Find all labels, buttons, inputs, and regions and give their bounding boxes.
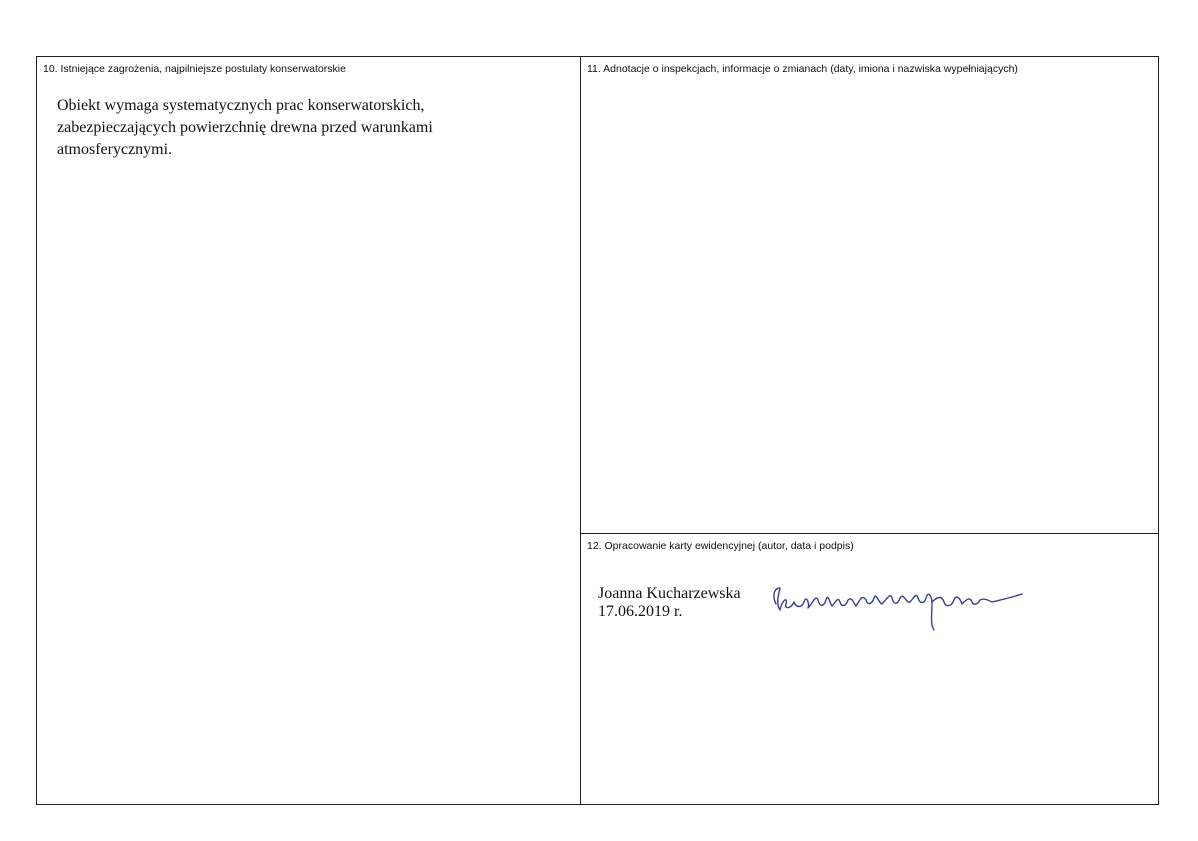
section-10-label: 10. Istniejące zagrożenia, najpilniejsze postulaty konserwatorskie — [43, 63, 346, 75]
section-11-label: 11. Adnotacje o inspekcjach, informacje o zmianach (daty, imiona i nazwiska wypełniających) — [587, 63, 1018, 75]
section-11-cell — [581, 57, 1158, 534]
section-12-cell — [581, 534, 1158, 804]
section-10-text-line: atmosferycznymi. — [57, 141, 173, 158]
author-name: Joanna Kucharzewska — [598, 585, 741, 602]
author-date: 17.06.2019 r. — [598, 603, 683, 620]
signature-image — [766, 574, 1036, 634]
section-10-text-line: zabezpieczających powierzchnię drewna przed warunkami — [57, 119, 433, 136]
author-block — [598, 585, 741, 621]
section-12-label: 12. Opracowanie karty ewidencyjnej (autor, data i podpis) — [587, 540, 854, 552]
form-table — [36, 56, 1159, 805]
section-10-text — [57, 95, 497, 161]
section-10-text-line: Obiekt wymaga systematycznych prac konserwatorskich, — [57, 97, 425, 114]
section-10-cell — [37, 57, 581, 804]
